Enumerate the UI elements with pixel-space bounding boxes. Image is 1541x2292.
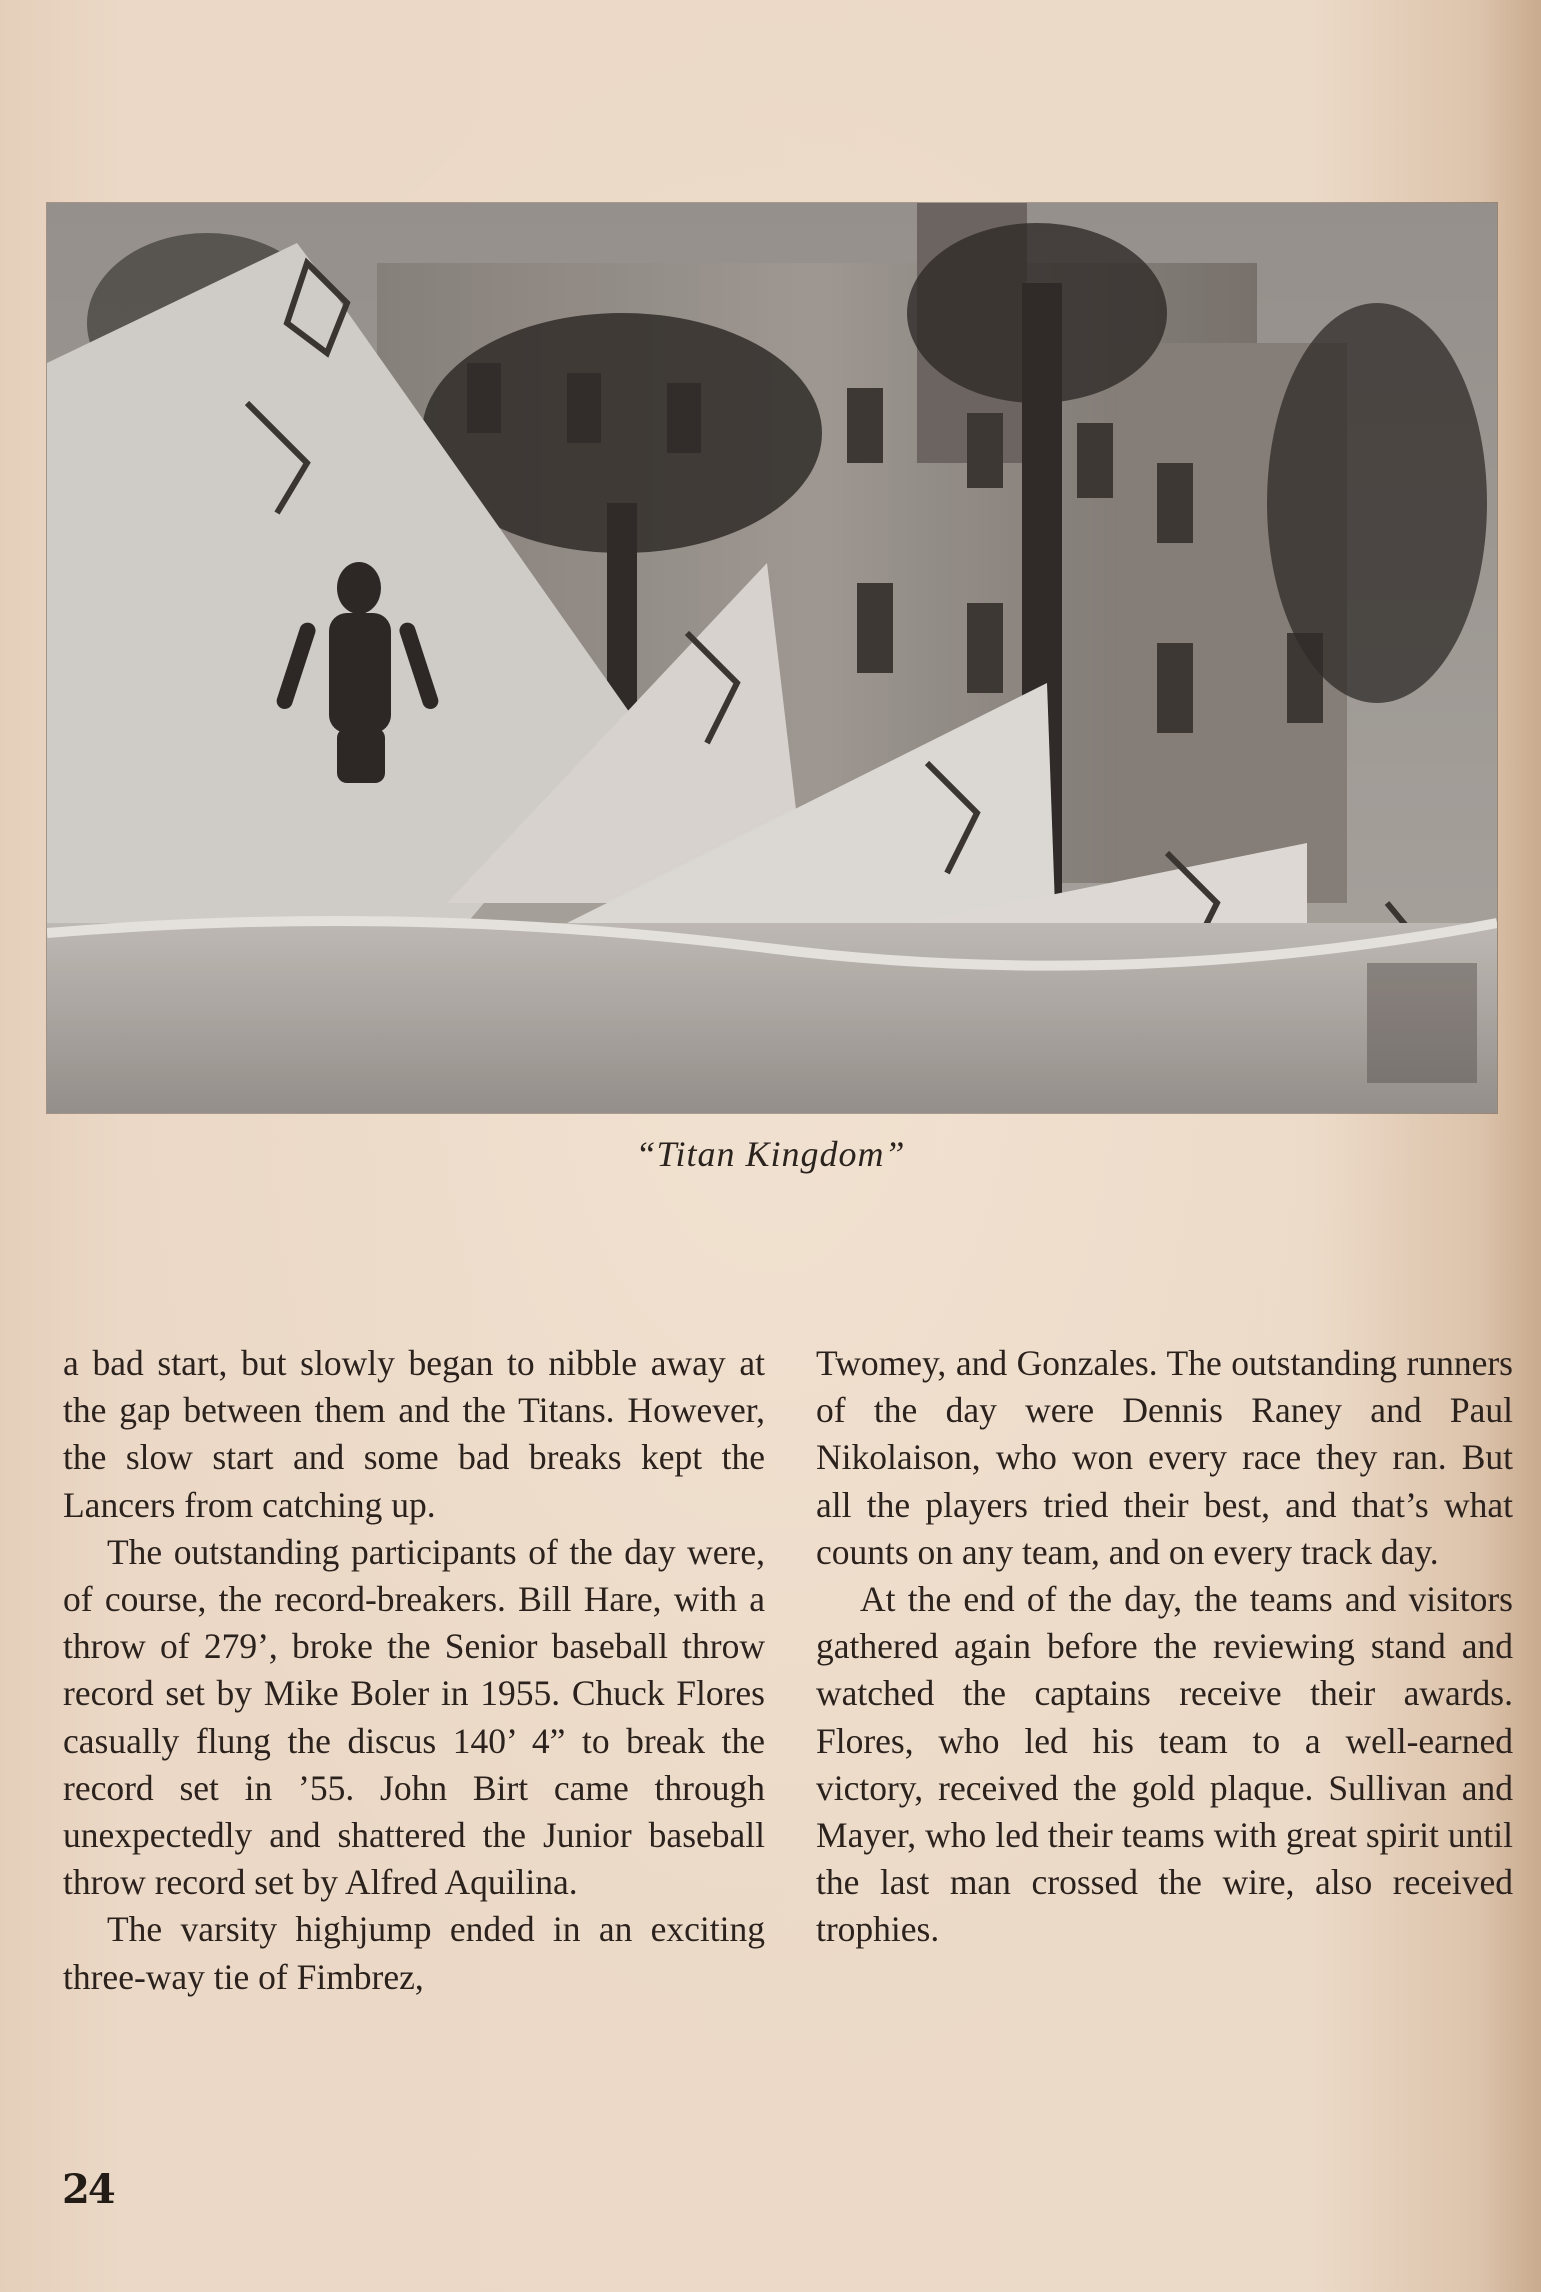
- paragraph: Twomey, and Gonzales. The outstanding runners of the day were Dennis Raney and Paul Nikolaison, who won every race they ran. But all the players tried their best, and that’s what counts on any team, and on every track day.: [816, 1343, 1513, 1572]
- paragraph: At the end of the day, the teams and visitors gathered again before the reviewing stand and watched the captains receive their awards. Flores, who led his team to a well-earned victory, received the gold plaque. Sullivan and Mayer, who led their teams with great spirit until the last man crossed the wire, also received trophies.: [816, 1579, 1513, 1950]
- float-photo-illustration: [47, 203, 1497, 1113]
- photo-caption: “Titan Kingdom”: [635, 1134, 906, 1174]
- page-number: 24: [62, 2166, 114, 2213]
- paragraph: a bad start, but slowly began to nibble away at the gap between them and the Titans. However, the slow start and some bad breaks kept the Lancers from catching up.: [63, 1343, 765, 1525]
- titan-kingdom-photo: [47, 203, 1497, 1113]
- paragraph: The varsity highjump ended in an exciting three-way tie of Fimbrez,: [63, 1909, 765, 1997]
- right-text-column: [816, 1340, 1513, 1954]
- paragraph: The outstanding participants of the day were, of course, the record-breakers. Bill Hare, with a throw of 279’, broke the Senior baseball throw record set by Mike Boler in 1955. Chuck Flores casually flung the discus 140’ 4” to break the record set in ’55. John Birt came through unexpectedly and shattered the Junior baseball throw record set by Alfred Aquilina.: [63, 1531, 765, 1903]
- left-text-column: [63, 1340, 765, 2001]
